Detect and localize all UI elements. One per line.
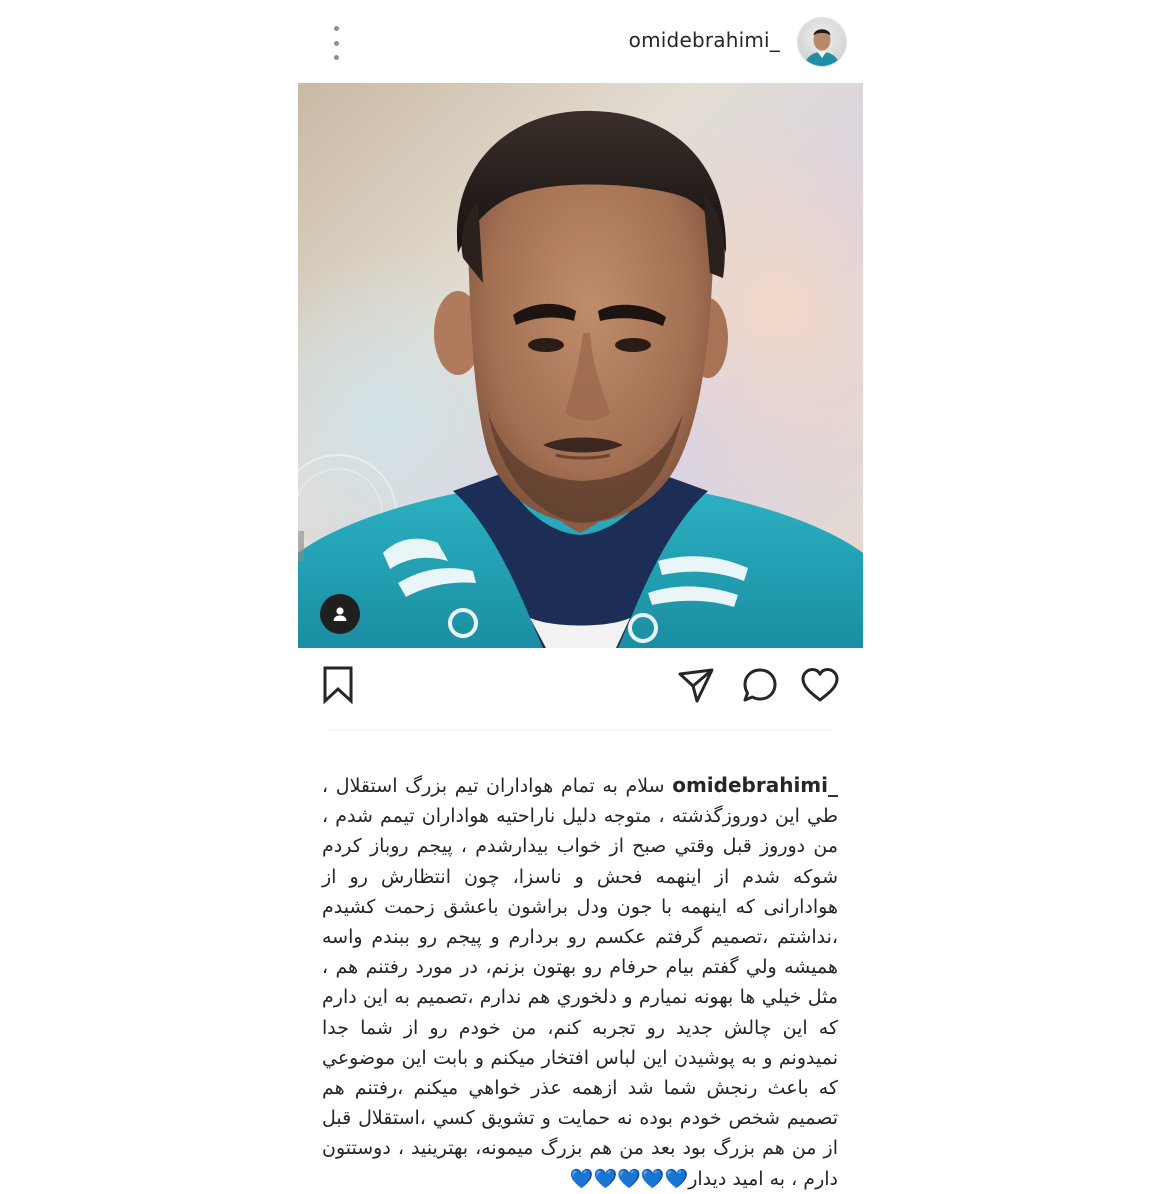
more-options-button[interactable] [324,26,348,60]
caption-username[interactable]: omidebrahimi_ [672,773,838,797]
save-button[interactable] [316,663,360,707]
user-tag-button[interactable] [320,594,360,634]
comment-icon [741,666,779,704]
blue-hearts-emoji: 💙💙💙💙💙 [569,1167,689,1190]
avatar[interactable] [797,17,847,67]
post-photo[interactable] [298,83,863,648]
share-button[interactable] [674,663,718,707]
more-vertical-icon-dot [334,41,339,46]
profile-avatar-icon [798,18,846,66]
comment-button[interactable] [738,663,782,707]
post-caption [322,770,838,1194]
post-username[interactable]: omidebrahimi_ [628,28,780,52]
more-vertical-icon [334,26,339,31]
caption-text: سلام به تمام هواداران تيم بزرگ استقلال ، طي اين دوروزگذشته ، متوجه دليل ناراحتيه هواداران تيمم شدم ، من دوروز قبل وقتي صبح از خواب بيدارشدم ، پيجم روباز كردم شوكه شدم از اينهمه فحش و ناسزا، چون انتظارش رو از هوادارانى كه اينهمه با جون ودل براشون باعشق زحمت كشيدم ،نداشتم ،تصميم گرفتم عكسم رو بردارم و پيجم رو ببندم واسه هميشه ولي گفتم بيام حرفام رو بهتون بزنم، در مورد رفتنم هم ، مثل خيلي ها بهونه نميارم و دلخوري هم ندارم ،تصميم به اين دارم كه اين چالش جديد رو تجربه كنم، من خودم رو از شما جدا نميدونم و به پوشيدن اين لباس افتخار ميكنم و بابت اين موضوعي كه باعث رنجش شما شد ازهمه عذر خواهي ميكنم ،رفتنم هم تصميم شخص خودم بوده نه حمايت و تشويق كسي ،استقلال قبل از من هم بزرگ بود بعد من هم بزرگ ميمونه، بهترينيد ، دوستتون دارم ، به اميد ديدار [322,775,838,1190]
more-vertical-icon-dot [334,55,339,60]
post-action-bar [298,655,863,715]
like-button[interactable] [798,663,842,707]
divider [328,730,833,731]
player-portrait [298,83,863,648]
bookmark-icon [321,666,355,704]
post-header [298,0,863,82]
paper-plane-icon [677,666,715,704]
user-tag-icon [331,605,349,623]
heart-icon [800,666,840,704]
instagram-post [298,0,863,1190]
